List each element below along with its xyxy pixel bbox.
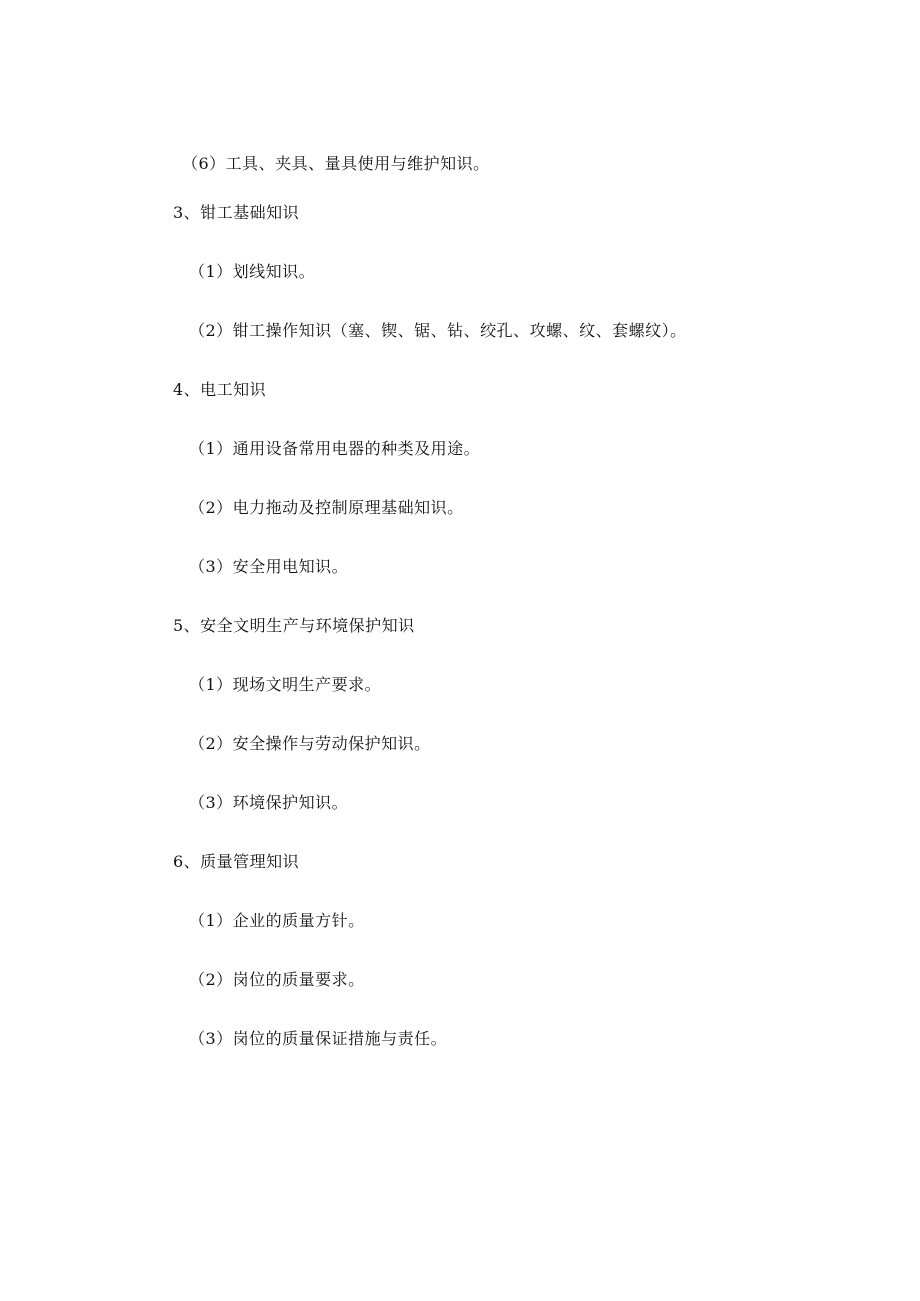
- section-heading: 5、安全文明生产与环境保护知识: [173, 616, 415, 635]
- list-item: （1）现场文明生产要求。: [189, 675, 382, 694]
- list-item: （1）通用设备常用电器的种类及用途。: [189, 439, 481, 458]
- list-item: （3）安全用电知识。: [189, 557, 349, 576]
- list-item: （1）企业的质量方针。: [189, 911, 365, 930]
- list-item: （3）环境保护知识。: [189, 793, 349, 812]
- section-heading: 3、钳工基础知识: [173, 203, 300, 222]
- list-item: （2）钳工操作知识（塞、锲、锯、钻、绞孔、攻螺、纹、套螺纹）。: [189, 321, 687, 340]
- section-heading: 4、电工知识: [173, 380, 267, 399]
- section-heading: 6、质量管理知识: [173, 852, 300, 871]
- list-item: （2）安全操作与劳动保护知识。: [189, 734, 431, 753]
- list-item: （6）工具、夹具、量具使用与维护知识。: [182, 154, 490, 173]
- list-item: （2）岗位的质量要求。: [189, 970, 365, 989]
- list-item: （2）电力拖动及控制原理基础知识。: [189, 498, 464, 517]
- list-item: （1）划线知识。: [189, 262, 316, 281]
- list-item: （3）岗位的质量保证措施与责任。: [189, 1029, 448, 1048]
